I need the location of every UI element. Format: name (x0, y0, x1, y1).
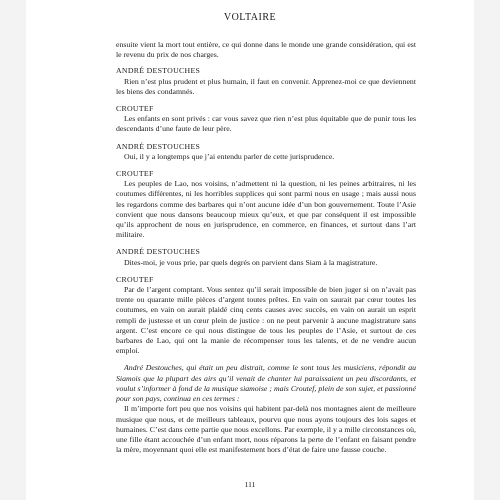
speaker-name: ANDRÉ DESTOUCHES (116, 247, 201, 257)
paragraph: Les enfants en sont privés : car vous savez que rien n’est plus équitable que de punir tous les descendants d’une faute de leur père. (116, 114, 416, 134)
paragraph: Oui, il y a longtemps que j’ai entendu parler de cette jurisprudence. (124, 151, 335, 161)
speaker-name: ANDRÉ DESTOUCHES (116, 66, 201, 76)
paragraph: Il m’importe fort peu que nos voisins qui habitent par-delà nos montagnes aient de meilleure musique que nous, et de meilleurs tableaux, pourvu que nous ayons toujours des lois sages et humaines. C’est dans cette partie que nous excellons. Par exemple, il y a mille circonstances où, une fille étant accouchée d’un enfant mort, nous réparons la perte de l’enfant en faisant pendre la mère, moyennant quoi elle est manifestement hors d’état de faire une fausse couche. (116, 404, 416, 455)
paragraph: Les peuples de Lao, nos voisins, n’admettent ni la question, ni les peines arbitraires, ni les coutumes différentes, ni les horribles supplices qui sont parmi nous en usage ; mais aussi nous les regardons comme des barbares qui n’ont aucune idée d’un bon gouvernement. Toute l’Asie convient que nous dansons beaucoup mieux qu’eux, et que par conséquent il est impossible qu’ils approchent de nous en jurisprudence, en commerce, en finances, et surtout dans l’art militaire. (116, 179, 416, 240)
page-number: 111 (244, 480, 256, 489)
left-margin (0, 0, 26, 500)
running-header: VOLTAIRE (223, 12, 277, 23)
speaker-name: ANDRÉ DESTOUCHES (116, 141, 201, 151)
speaker-name: CROUTEF (116, 104, 154, 114)
paragraph: Par de l’argent comptant. Vous sentez qu’il serait impossible de bien juger si on n’avait pas trente ou quarante mille pièces d’argent toutes prêtes. En vain on saurait par cœur toutes les coutumes, en vain on aurait plaidé cinq cents causes avec succès, en vain on aurait un esprit rempli de justesse et un cœur plein de justice : on ne peut parvenir à aucune magistrature sans argent. C’est encore ce qui nous distingue de tous les peuples de l’Asie, et surtout de ces barbares de Lao, qui ont la manie de récompenser tous les talents, et de ne vendre aucun emploi. (116, 285, 416, 356)
paragraph: ensuite vient la mort tout entière, ce qui donne dans le monde une grande considération, qui est le revenu du prix de nos charges. (116, 40, 416, 60)
stage-direction: André Destouches, qui était un peu distrait, comme le sont tous les musiciens, répondit au Siamois que la plupart des airs qu’il venait de chanter lui paraissaient un peu discordants, et voulut s’informer à fond de la musique siamoise ; mais Croutef, plein de son sujet, et passionné pour son pays, continua en ces termes : (116, 363, 416, 404)
paragraph: Rien n’est plus prudent et plus humain, il faut en convenir. Apprenez-moi ce que deviennent les biens des condamnés. (116, 76, 416, 96)
paragraph: Dites-moi, je vous prie, par quels degrés on parvient dans Siam à la magistrature. (124, 257, 378, 267)
speaker-name: CROUTEF (116, 169, 154, 179)
page-content (116, 40, 416, 455)
right-margin (474, 0, 500, 500)
speaker-name: CROUTEF (116, 274, 154, 284)
